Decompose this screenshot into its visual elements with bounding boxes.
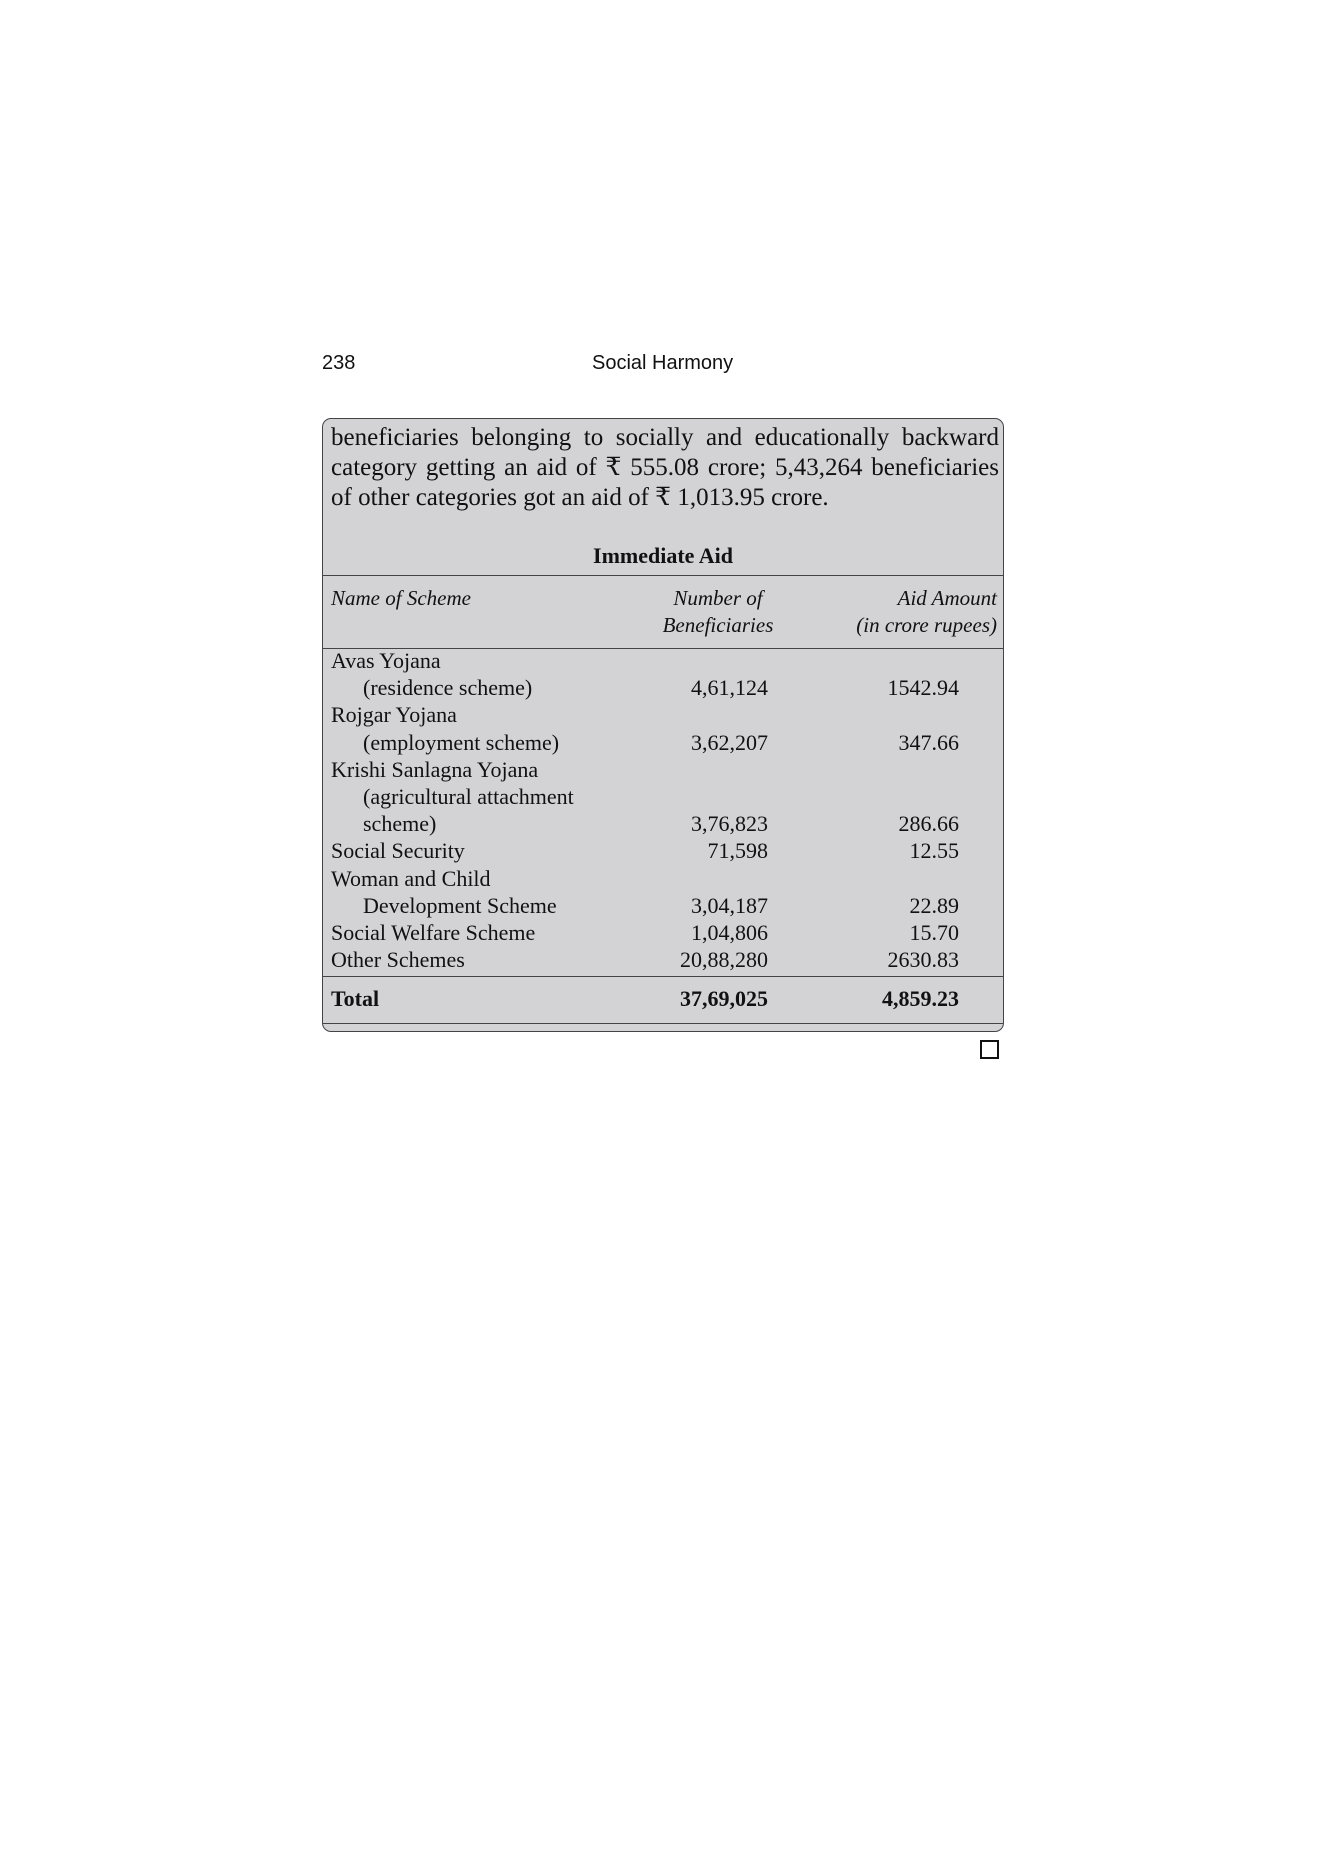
total-beneficiaries: 37,69,025 — [680, 986, 768, 1011]
scheme-name — [331, 837, 631, 864]
scheme-name — [331, 919, 631, 946]
intro-line: category getting an aid of ₹ 555.08 crore; 5,43,264 beneficiaries — [331, 454, 999, 481]
table-rule-total — [323, 976, 1003, 977]
column-header-line: Beneficiaries — [662, 613, 774, 637]
scheme-name-line: Woman and Child — [331, 865, 491, 891]
scheme-name-line: Krishi Sanlagna Yojana — [331, 756, 539, 782]
scheme-name — [331, 946, 631, 973]
running-head — [322, 352, 1002, 382]
intro-line: of other categories got an aid of ₹ 1,013.95 crore. — [331, 484, 829, 511]
scheme-name-line: Avas Yojana — [331, 648, 441, 673]
square-outline-icon — [980, 1040, 999, 1059]
amount-cell: 286.66 — [898, 811, 959, 837]
scheme-name-line: Other Schemes — [331, 947, 465, 973]
scheme-name-line: Rojgar Yojana — [331, 702, 457, 728]
table-rule-top — [323, 575, 1003, 576]
table-rule-bottom — [323, 1023, 1003, 1024]
beneficiaries-cell: 71,598 — [707, 838, 768, 864]
scheme-name-line: (agricultural attachment — [363, 784, 574, 810]
running-title: Social Harmony — [592, 352, 734, 374]
scheme-name-line: Social Security — [331, 838, 465, 864]
scheme-name-line: Social Welfare Scheme — [331, 920, 536, 946]
scheme-name — [331, 865, 631, 919]
beneficiaries-cell: 3,62,207 — [691, 729, 768, 755]
amount-cell: 1542.94 — [887, 675, 959, 701]
table-row — [323, 919, 1003, 946]
shaded-box — [322, 418, 1004, 1032]
column-header-name: Name of Scheme — [331, 586, 471, 610]
table-body — [323, 647, 1003, 973]
table-title: Immediate Aid — [593, 543, 733, 568]
intro-line: beneficiaries belonging to socially and educationally backward — [331, 424, 999, 451]
scheme-name — [331, 701, 631, 755]
page-number: 238 — [322, 352, 356, 374]
scheme-name-line: (employment scheme) — [363, 729, 560, 755]
table-row — [323, 837, 1003, 864]
beneficiaries-cell: 3,04,187 — [691, 892, 768, 918]
beneficiaries-cell: 1,04,806 — [691, 920, 768, 946]
total-label: Total — [331, 986, 380, 1011]
total-amount: 4,859.23 — [882, 986, 959, 1011]
beneficiaries-cell: 20,88,280 — [680, 947, 768, 973]
table-row — [323, 701, 1003, 755]
table-row — [323, 756, 1003, 838]
column-header-line: Aid Amount — [897, 586, 997, 610]
amount-cell: 12.55 — [909, 838, 959, 864]
scheme-name — [331, 756, 631, 838]
scheme-name-line: scheme) — [363, 811, 437, 837]
scheme-name — [331, 647, 631, 701]
column-header-beneficiaries — [637, 585, 799, 639]
amount-cell: 15.70 — [909, 920, 959, 946]
table-row — [323, 865, 1003, 919]
beneficiaries-cell: 3,76,823 — [691, 811, 768, 837]
amount-cell: 2630.83 — [887, 947, 959, 973]
column-header-amount — [856, 585, 997, 639]
amount-cell: 22.89 — [909, 892, 959, 918]
column-header-line: Number of — [673, 586, 763, 610]
intro-paragraph — [331, 423, 999, 513]
scheme-name-line: Development Scheme — [363, 892, 557, 918]
column-header-line: (in crore rupees) — [856, 613, 997, 637]
amount-cell: 347.66 — [898, 729, 959, 755]
beneficiaries-cell: 4,61,124 — [691, 675, 768, 701]
table-row — [323, 647, 1003, 701]
scheme-name-line: (residence scheme) — [363, 675, 533, 701]
table-row — [323, 946, 1003, 973]
